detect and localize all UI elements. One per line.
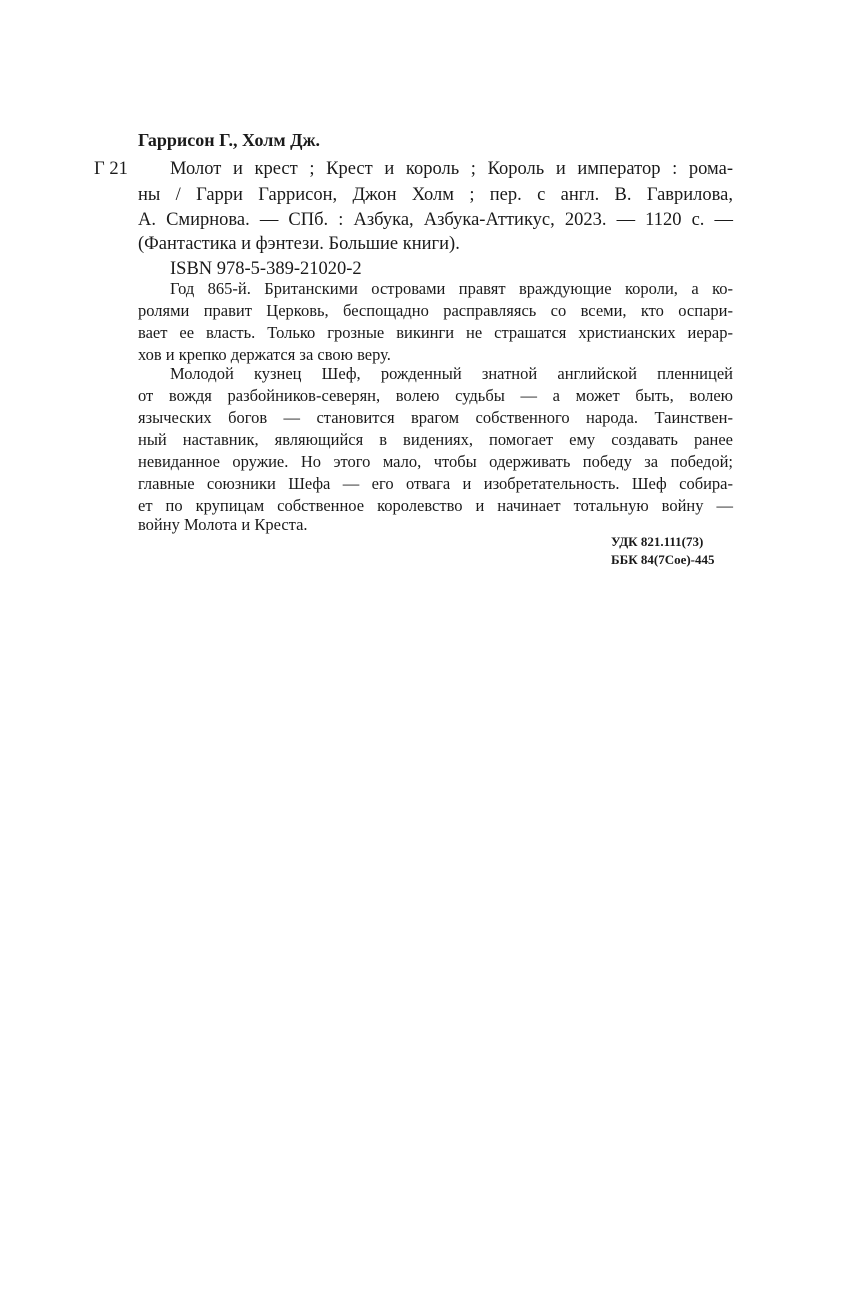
annotation-line: хов и крепко держатся за свою веру. (138, 345, 391, 364)
bib-line: (Фантастика и фэнтези. Большие книги). (138, 234, 460, 254)
annotation-line: ный наставник, являющийся в видениях, помогает ему создавать ранее (138, 430, 733, 449)
annotation-line: войну Молота и Креста. (138, 515, 308, 534)
isbn: ISBN 978-5-389-21020-2 (170, 259, 362, 279)
annotation-line: от вождя разбойников-северян, волею судьбы — а может быть, волею (138, 386, 733, 405)
catalog-code: Г 21 (94, 159, 128, 179)
bib-line: Молот и крест ; Крест и король ; Король и император : рома- (170, 159, 733, 179)
annotation-line: Год 865-й. Британскими островами правят враждующие короли, а ко- (170, 279, 733, 298)
udk-code: УДК 821.111(73) (611, 534, 704, 549)
annotation-line: ролями правит Церковь, беспощадно расправляясь со всеми, кто оспари- (138, 301, 733, 320)
annotation-line: Молодой кузнец Шеф, рожденный знатной английской пленницей (170, 364, 733, 383)
bib-line: А. Смирнова. — СПб. : Азбука, Азбука-Аттикус, 2023. — 1120 с. — (138, 210, 733, 230)
bbk-code: ББК 84(7Сое)-445 (611, 552, 715, 567)
annotation-line: невиданное оружие. Но этого мало, чтобы одерживать победу за победой; (138, 452, 733, 471)
annotation-line: главные союзники Шефа — его отвага и изобретательность. Шеф собира- (138, 474, 733, 493)
annotation-line: языческих богов — становится врагом собственного народа. Таинствен- (138, 408, 733, 427)
author-heading: Гаррисон Г., Холм Дж. (138, 130, 321, 150)
annotation-line: вает ее власть. Только грозные викинги не страшатся христианских иерар- (138, 323, 733, 342)
bib-line: ны / Гарри Гаррисон, Джон Холм ; пер. с англ. В. Гаврилова, (138, 185, 733, 205)
annotation-line: ет по крупицам собственное королевство и начинает тотальную войну — (138, 496, 733, 515)
